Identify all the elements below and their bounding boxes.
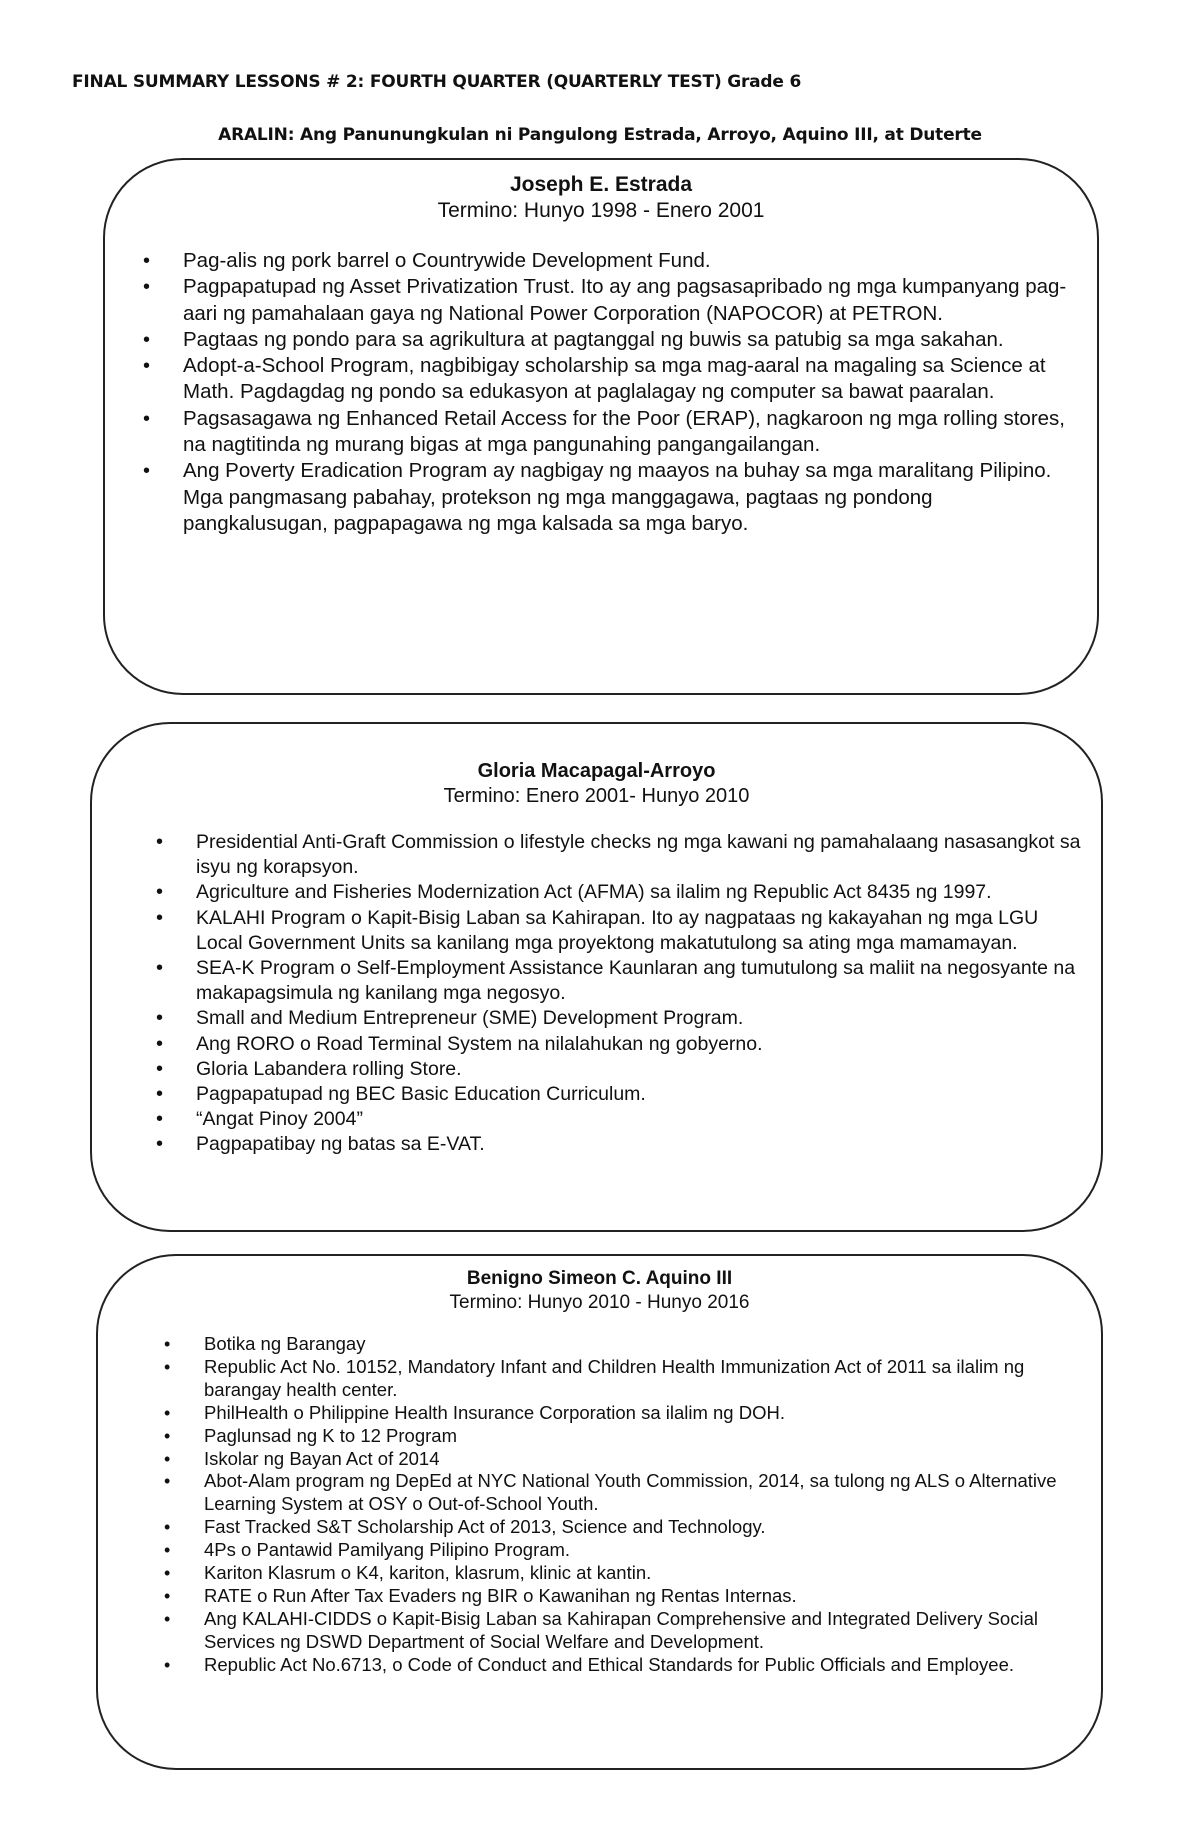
achievements-list (204, 1333, 1081, 1677)
list-item: • Ang RORO o Road Terminal System na nilalahukan ng gobyerno. (196, 1032, 1081, 1057)
list-item: • Botika ng Barangay (204, 1333, 1081, 1356)
aquino-header (98, 1267, 1101, 1315)
list-item: • Gloria Labandera rolling Store. (196, 1057, 1081, 1082)
list-item: • Republic Act No.6713, o Code of Conduct and Ethical Standards for Public Officials and Employee. (204, 1654, 1081, 1677)
list-item: • Pagsasagawa ng Enhanced Retail Access for the Poor (ERAP), nagkaroon ng mga rolling stores, na nagtitinda ng murang bigas at mga pangunahing pangangailangan. (183, 406, 1077, 459)
list-item: • Agriculture and Fisheries Modernization Act (AFMA) sa ilalim ng Republic Act 8435 ng 1997. (196, 880, 1081, 905)
list-item: • Pag-alis ng pork barrel o Countrywide Development Fund. (183, 248, 1077, 274)
list-item: • Republic Act No. 10152, Mandatory Infant and Children Health Immunization Act of 2011 sa ilalim ng barangay health center. (204, 1356, 1081, 1402)
estrada-header (105, 172, 1097, 224)
achievements-list (183, 248, 1077, 537)
achievements-list (196, 830, 1081, 1158)
list-item: • Adopt-a-School Program, nagbibigay scholarship sa mga mag-aaral na magaling sa Science at Math. Pagdagdag ng pondo sa edukasyon at paglalagay ng computer sa bawat paaralan. (183, 353, 1077, 406)
list-item: • 4Ps o Pantawid Pamilyang Pilipino Program. (204, 1539, 1081, 1562)
list-item: • “Angat Pinoy 2004” (196, 1107, 1081, 1132)
list-item: • PhilHealth o Philippine Health Insurance Corporation sa ilalim ng DOH. (204, 1402, 1081, 1425)
list-item: • Pagpapatupad ng Asset Privatization Trust. Ito ay ang pagsasapribado ng mga kumpanyang pag-aari ng pamahalaan gaya ng National Power Corporation (NAPOCOR) at PETRON. (183, 274, 1077, 327)
list-item: • Ang Poverty Eradication Program ay nagbigay ng maayos na buhay sa mga maralitang Pilipino. Mga pangmasang pabahay, protekson ng mga manggagawa, pagtaas ng pondong pangkalusugan, pagpapagawa ng mga kalsada sa mga baryo. (183, 458, 1077, 537)
list-item: • Pagpapatupad ng BEC Basic Education Curriculum. (196, 1082, 1081, 1107)
list-item: • Abot-Alam program ng DepEd at NYC National Youth Commission, 2014, sa tulong ng ALS o Alternative Learning System at OSY o Out-of-School Youth. (204, 1470, 1081, 1516)
list-item: • Kariton Klasrum o K4, kariton, klasrum, klinic at kantin. (204, 1562, 1081, 1585)
president-name: Benigno Simeon C. Aquino III (466, 1268, 733, 1289)
arroyo-header (92, 759, 1101, 809)
list-item: • Paglunsad ng K to 12 Program (204, 1425, 1081, 1448)
list-item: • Pagtaas ng pondo para sa agrikultura at pagtanggal ng buwis sa patubig sa mga sakahan. (183, 327, 1077, 353)
list-item: • Pagpapatibay ng batas sa E-VAT. (196, 1132, 1081, 1157)
term-label: Termino: Enero 2001- Hunyo 2010 (443, 785, 750, 807)
term-label: Termino: Hunyo 2010 - Hunyo 2016 (449, 1292, 750, 1313)
list-item: • KALAHI Program o Kapit-Bisig Laban sa Kahirapan. Ito ay nagpataas ng kakayahan ng mga LGU Local Government Units sa kanilang mga proyektong makatutulong sa ating mga mamamayan. (196, 906, 1081, 956)
list-item: • Small and Medium Entrepreneur (SME) Development Program. (196, 1006, 1081, 1031)
aquino-panel (96, 1254, 1103, 1770)
list-item: • Ang KALAHI-CIDDS o Kapit-Bisig Laban sa Kahirapan Comprehensive and Integrated Delivery Social Services ng DSWD Department of Social Welfare and Development. (204, 1608, 1081, 1654)
arroyo-panel (90, 722, 1103, 1232)
lesson-subtitle: ARALIN: Ang Panunungkulan ni Pangulong Estrada, Arroyo, Aquino III, at Duterte (218, 125, 982, 145)
president-name: Joseph E. Estrada (509, 173, 693, 196)
list-item: • Fast Tracked S&T Scholarship Act of 2013, Science and Technology. (204, 1516, 1081, 1539)
document-title: FINAL SUMMARY LESSONS # 2: FOURTH QUARTER (QUARTERLY TEST) Grade 6 (72, 72, 802, 92)
list-item: • SEA-K Program o Self-Employment Assistance Kaunlaran ang tumutulong sa maliit na negosyante na makapagsimula ng kanilang mga negosyo. (196, 956, 1081, 1006)
president-name: Gloria Macapagal-Arroyo (477, 760, 716, 782)
list-item: • Iskolar ng Bayan Act of 2014 (204, 1448, 1081, 1471)
list-item: • RATE o Run After Tax Evaders ng BIR o Kawanihan ng Rentas Internas. (204, 1585, 1081, 1608)
list-item: • Presidential Anti-Graft Commission o lifestyle checks ng mga kawani ng pamahalaang nasasangkot sa isyu ng korapsyon. (196, 830, 1081, 880)
term-label: Termino: Hunyo 1998 - Enero 2001 (437, 199, 765, 222)
estrada-panel (103, 158, 1099, 695)
